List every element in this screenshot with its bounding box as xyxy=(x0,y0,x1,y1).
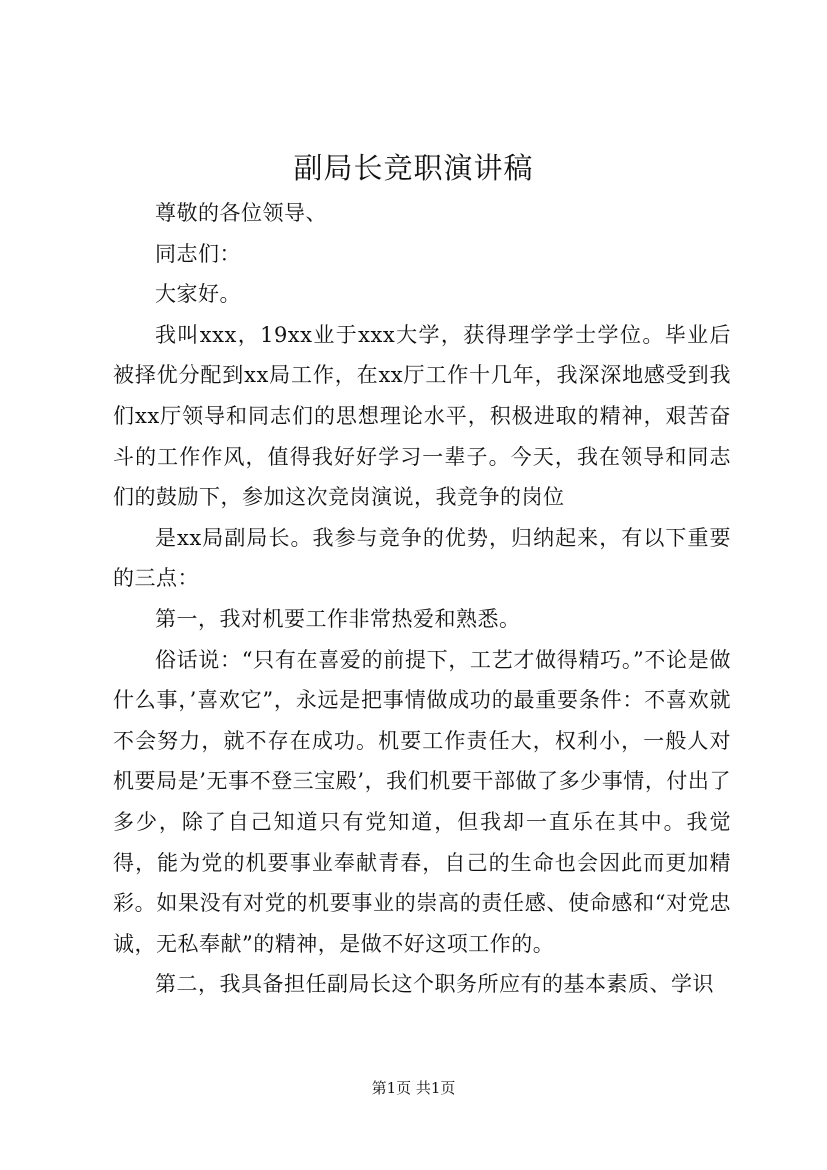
heading-point-two: 第二，我具备担任副局长这个职务所应有的基本素质、学识 xyxy=(155,972,714,997)
page-number-footer: 第1页 共1页 xyxy=(371,1079,456,1097)
heading-point-one: 第一，我对机要工作非常热爱和熟悉。 xyxy=(155,606,521,631)
paragraph-introduction: 我叫xxx，19xx业于xxx大学，获得理学学士学位。毕业后被择优分配到xx局工作，在xx厅工作十几年，我深深地感受到我们xx厅领导和同志们的思想理论水平，积极进取的精神，艰苦奋斗的工作作风，值得我好好学习一辈子。今天，我在领导和同志们的鼓励下，参加这次竞岗演说，我竞争的岗位 xyxy=(113,322,731,510)
paragraph-position: 是xx局副局长。我参与竞争的优势，归纳起来，有以下重要的三点： xyxy=(113,525,731,591)
document-body xyxy=(113,193,731,1005)
document-title: 副局长竞职演讲稿 xyxy=(293,151,534,185)
greeting-line-comrades: 同志们： xyxy=(155,241,241,266)
paragraph-point-one: 俗话说：“只有在喜爱的前提下，工艺才做得精巧。”不论是做什么事，’喜欢它”，永远是把事情做成功的最重要条件：不喜欢就不会努力，就不存在成功。机要工作责任大，权利小，一般人对机要局是’无事不登三宝殿’，我们机要干部做了多少事情，付出了多少，除了自己知道只有党知道，但我却一直乐在其中。我觉得，能为党的机要事业奉献青春，自己的生命也会因此而更加精彩。如果没有对党的机要事业的崇高的责任感、使命感和“对党忠诚，无私奉献”的精神，是做不好这项工作的。 xyxy=(113,647,731,956)
greeting-line: 尊敬的各位领导、 xyxy=(155,201,327,225)
greeting-hello: 大家好。 xyxy=(155,282,241,307)
